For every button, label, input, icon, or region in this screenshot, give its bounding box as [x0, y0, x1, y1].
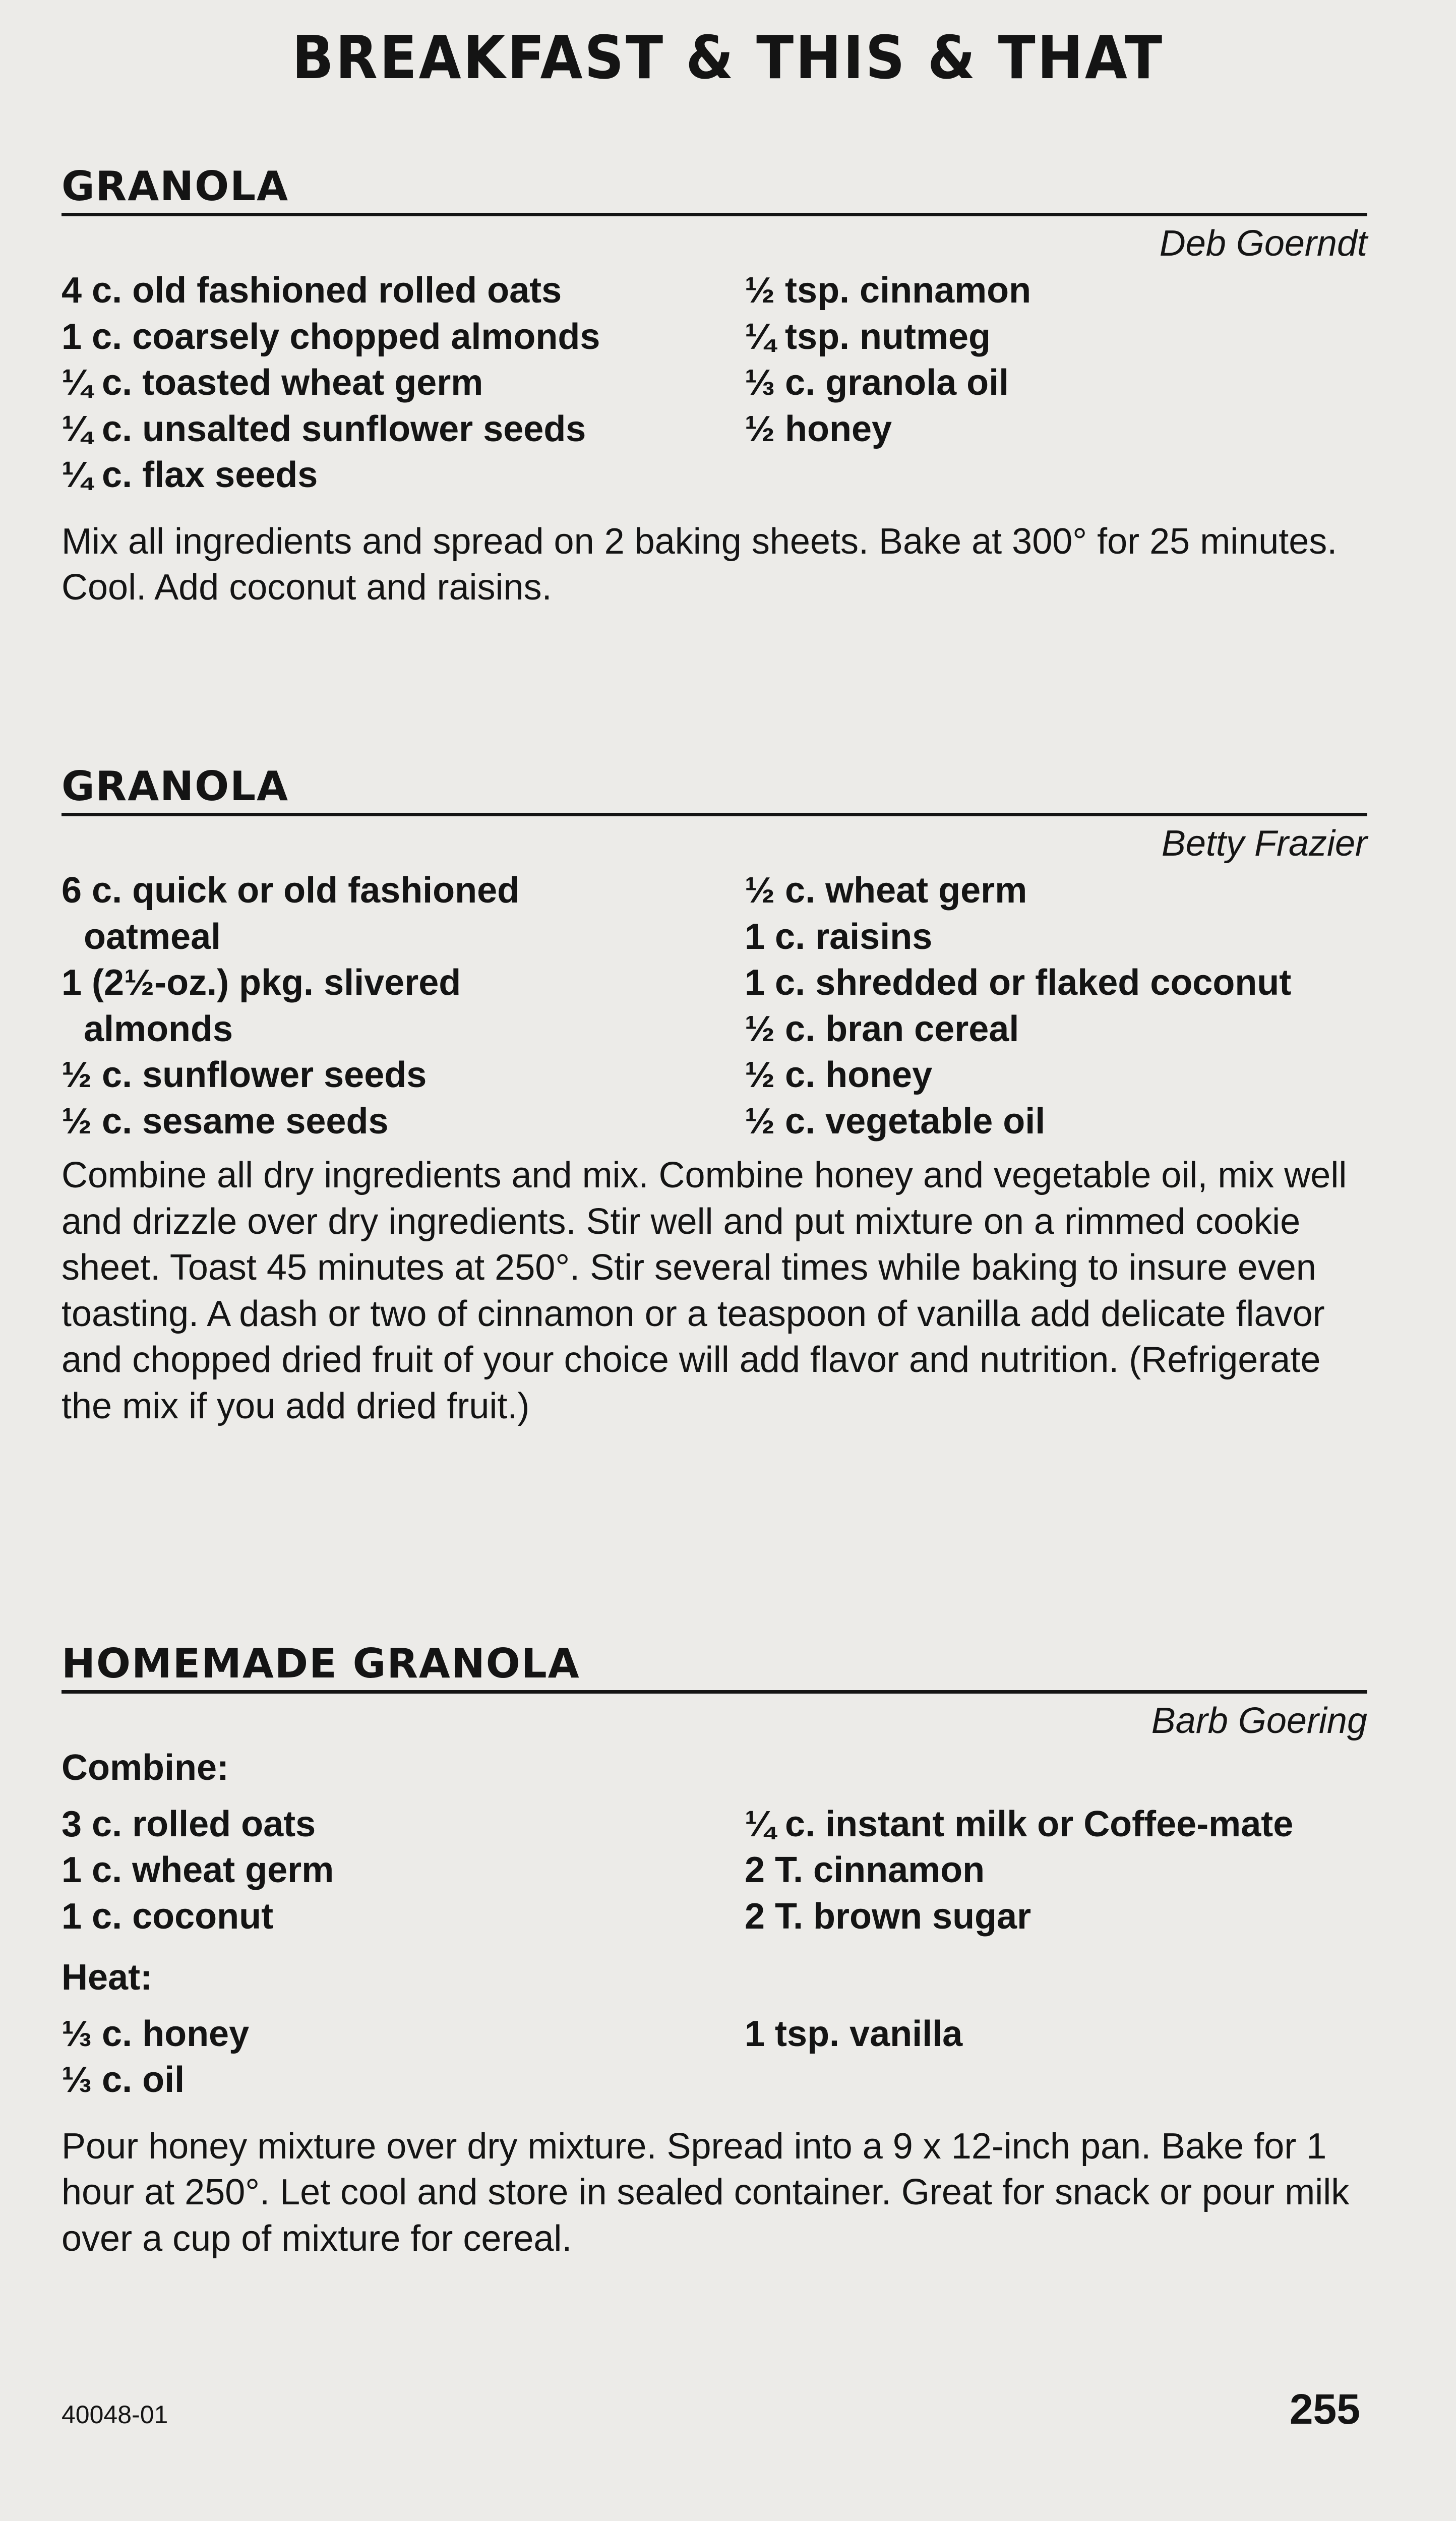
ingredient: ½ c. honey	[745, 1055, 933, 1095]
ingredient: 2 T. cinnamon	[745, 1850, 985, 1890]
recipe-granola-frazier	[62, 760, 1367, 1429]
recipe-author: Barb Goering	[1151, 1701, 1367, 1741]
ingredient: ¼ c. instant milk or Coffee-mate	[745, 1804, 1294, 1844]
recipe-author: Betty Frazier	[1161, 823, 1367, 864]
ingredient: ½ c. sunflower seeds	[62, 1055, 427, 1095]
recipe-title: GRANOLA	[62, 760, 1367, 816]
ingredient: 4 c. old fashioned rolled oats	[62, 270, 562, 311]
chapter-title: BREAKFAST & THIS & THAT	[292, 23, 1164, 92]
ingredient-list-heat	[62, 2011, 1367, 2104]
ingredient: 1 c. wheat germ	[62, 1850, 334, 1890]
ingredient: ½ honey	[745, 408, 892, 449]
ingredient: ½ c. sesame seeds	[62, 1101, 389, 1142]
ingredient: 1 c. shredded or flaked coconut	[745, 963, 1292, 1003]
section-label-combine: Combine:	[62, 1748, 229, 1788]
ingredient: ⅓ c. granola oil	[745, 363, 1009, 403]
ingredient-list	[62, 268, 1367, 499]
ingredient: 2 T. brown sugar	[745, 1896, 1032, 1937]
ingredient-list-combine	[62, 1802, 1367, 1940]
recipe-homemade-granola	[62, 1638, 1367, 2262]
recipe-title: GRANOLA	[62, 160, 1367, 216]
ingredient-list	[62, 868, 1367, 1145]
recipe-method: Mix all ingredients and spread on 2 baking sheets. Bake at 300° for 25 minutes. Cool. Add coconut and raisins.	[62, 521, 1338, 608]
ingredient: 1 c. coarsely chopped almonds	[62, 316, 600, 357]
recipe-granola-goerndt	[62, 160, 1367, 611]
ingredient: 1 (2½-oz.) pkg. slivered almonds	[62, 963, 461, 1049]
recipe-method: Pour honey mixture over dry mixture. Spread into a 9 x 12-inch pan. Bake for 1 hour at 250°. Let cool and store in sealed container. Great for snack or pour milk over a cup of mixture for cereal.	[62, 2126, 1350, 2259]
ingredient: ¼ c. flax seeds	[62, 455, 318, 495]
ingredient: ¼ c. unsalted sunflower seeds	[62, 408, 586, 449]
ingredient: 1 c. coconut	[62, 1896, 274, 1937]
ingredient: 1 tsp. vanilla	[745, 2013, 963, 2054]
ingredient: ⅓ c. oil	[62, 2060, 185, 2100]
ingredient: 6 c. quick or old fashioned oatmeal	[62, 870, 520, 957]
ingredient: ½ c. vegetable oil	[745, 1101, 1046, 1142]
recipe-author: Deb Goerndt	[1159, 223, 1367, 264]
ingredient: ½ c. wheat germ	[745, 870, 1027, 911]
ingredient: ¼ tsp. nutmeg	[745, 316, 991, 357]
recipe-title: HOMEMADE GRANOLA	[62, 1638, 1367, 1694]
ingredient: ½ c. bran cereal	[745, 1008, 1019, 1049]
section-label-heat: Heat:	[62, 1957, 153, 1998]
ingredient: 1 c. raisins	[745, 916, 933, 957]
ingredient: ⅓ c. honey	[62, 2013, 250, 2054]
footer-code: 40048-01	[62, 2400, 168, 2429]
ingredient: ½ tsp. cinnamon	[745, 270, 1032, 311]
page-number: 255	[1289, 2385, 1360, 2433]
recipe-method: Combine all dry ingredients and mix. Combine honey and vegetable oil, mix well and drizzle over dry ingredients. Stir well and put mixture on a rimmed cookie sheet. Toast 45 minutes at 250°. Stir several times while baking to insure even toasting. A dash or two of cinnamon or a teaspoon of vanilla add delicate flavor and chopped dried fruit of your choice will add flavor and nutrition. (Refrigerate the mix if you add dried fruit.)	[62, 1155, 1347, 1426]
ingredient: 3 c. rolled oats	[62, 1804, 316, 1844]
ingredient: ¼ c. toasted wheat germ	[62, 363, 483, 403]
